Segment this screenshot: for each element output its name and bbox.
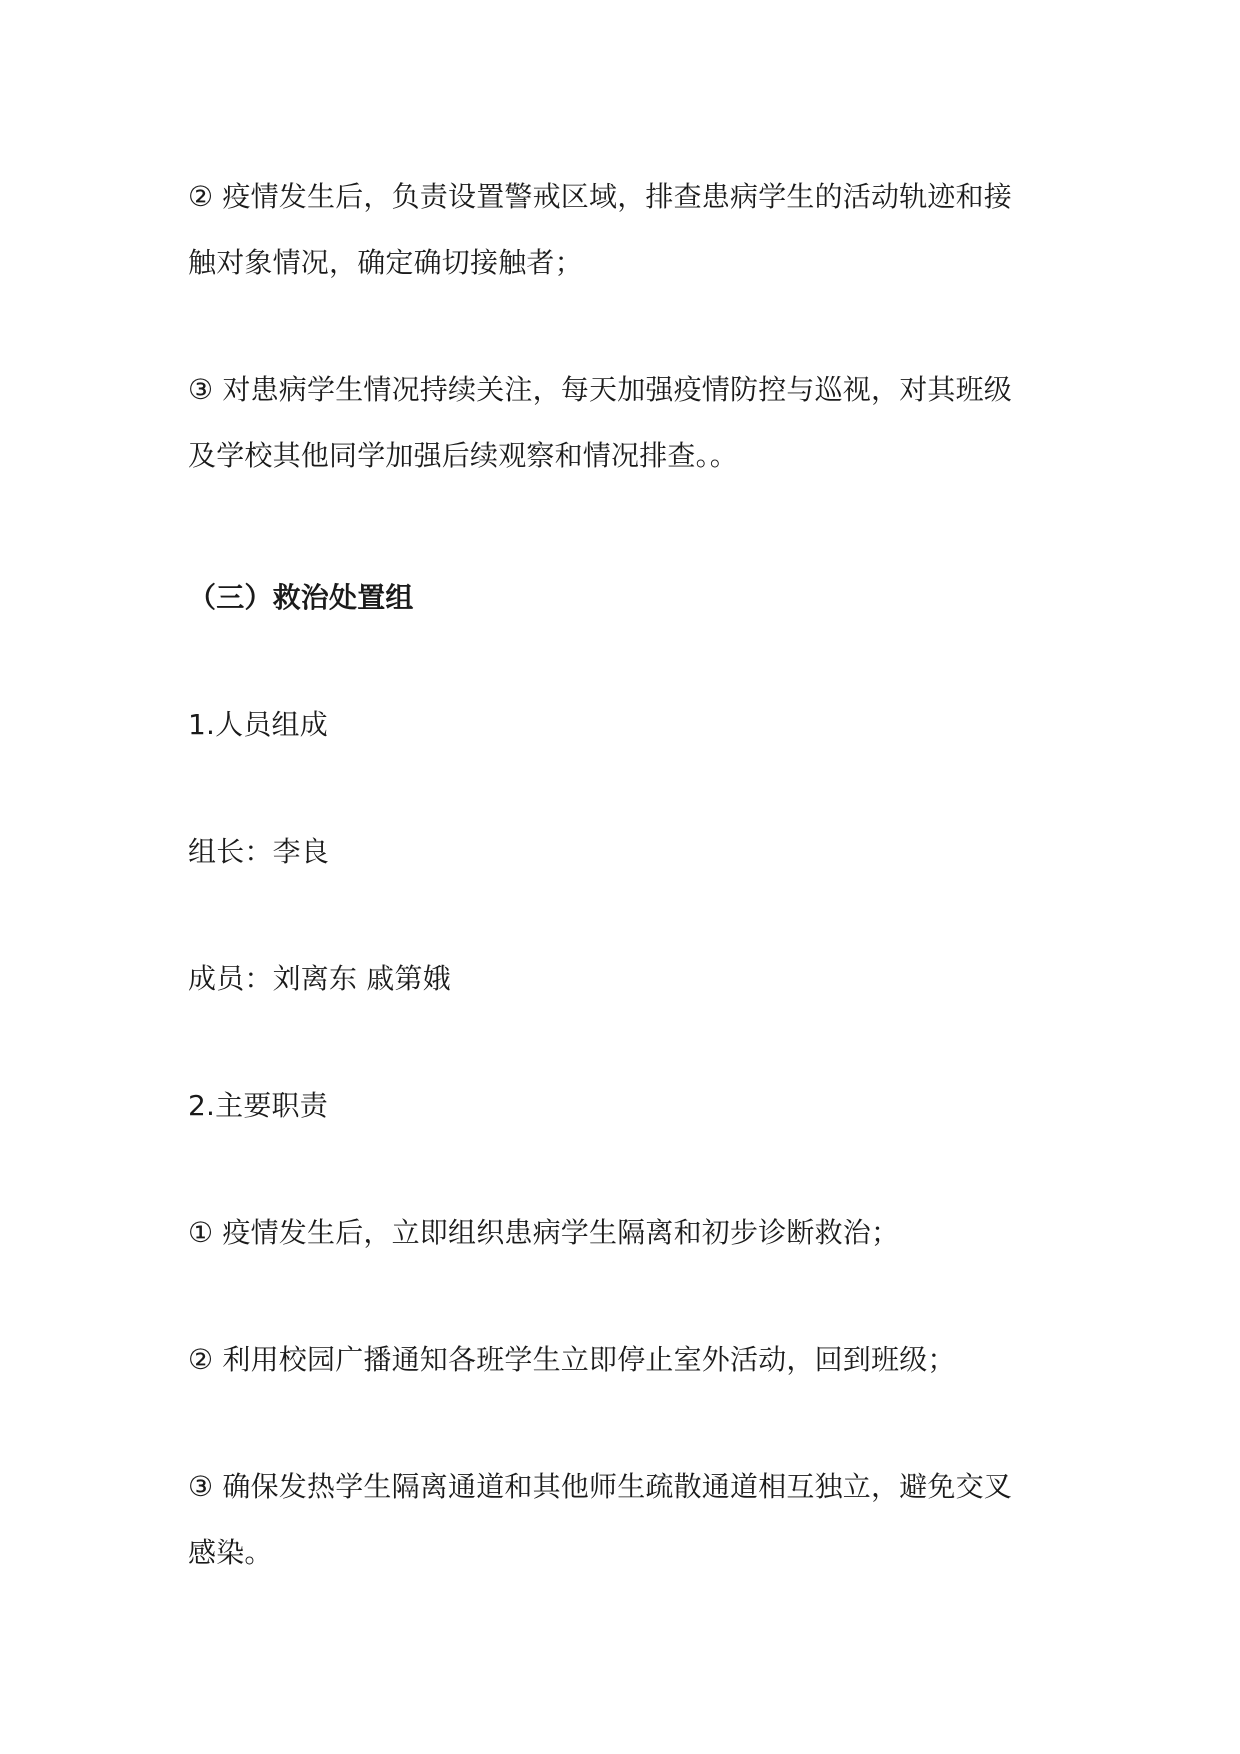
list-item-heading: 1.人员组成 bbox=[188, 708, 328, 741]
list-item-heading: 2.主要职责 bbox=[188, 1089, 328, 1122]
paragraph-line: 及学校其他同学加强后续观察和情况排查。。 bbox=[188, 439, 739, 472]
paragraph-line: 触对象情况，确定确切接触者； bbox=[188, 246, 583, 279]
duty-item: ③ 确保发热学生隔离通道和其他师生疏散通道相互独立，避免交叉 bbox=[188, 1470, 1013, 1503]
members-text: 成员：刘离东 戚第娥 bbox=[188, 962, 451, 995]
duty-item: ② 利用校园广播通知各班学生立即停止室外活动，回到班级； bbox=[188, 1343, 956, 1376]
section-heading: （三）救治处置组 bbox=[188, 581, 414, 614]
paragraph-line: ③ 对患病学生情况持续关注，每天加强疫情防控与巡视，对其班级 bbox=[188, 373, 1013, 406]
paragraph-line: ② 疫情发生后，负责设置警戒区域，排查患病学生的活动轨迹和接 bbox=[188, 180, 1013, 213]
duty-item: 感染。 bbox=[188, 1536, 273, 1569]
duty-item: ① 疫情发生后，立即组织患病学生隔离和初步诊断救治； bbox=[188, 1216, 900, 1249]
leader-text: 组长：李良 bbox=[188, 835, 330, 868]
